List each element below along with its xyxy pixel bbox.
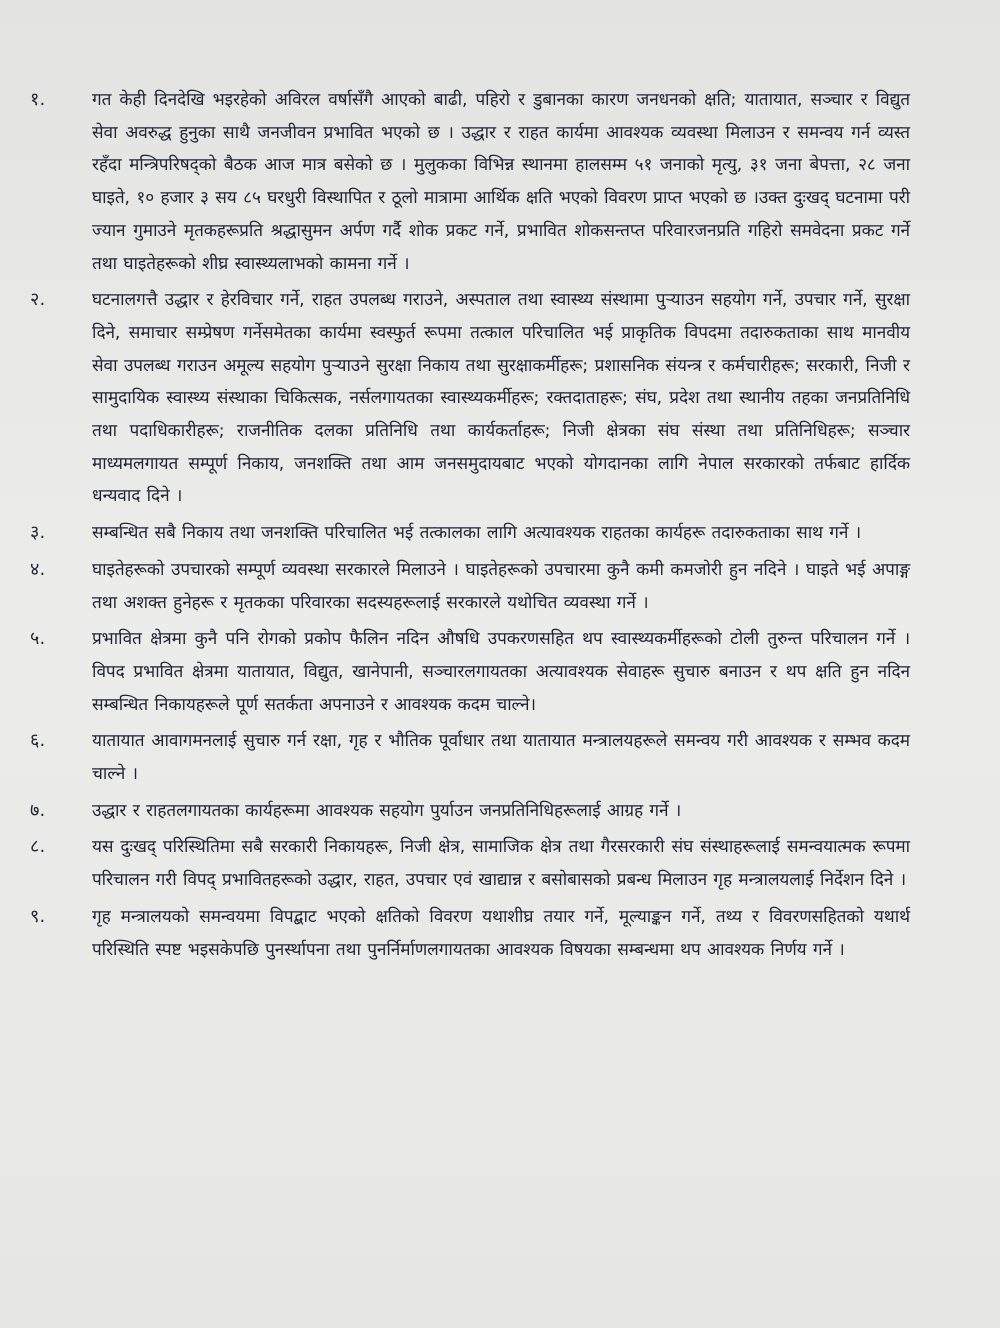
list-item <box>30 725 910 790</box>
item-text: यातायात आवागमनलाई सुचारु गर्न रक्षा, गृह र भौतिक पूर्वाधार तथा यातायात मन्त्रालयहरूले समन्वय गरी आवश्यक र सम्भव कदम चाल्ने । <box>92 731 910 785</box>
item-text: गत केही दिनदेखि भइरहेको अविरल वर्षासँगै आएको बाढी, पहिरो र डुबानका कारण जनधनको क्षति; यातायात, सञ्चार र विद्युत सेवा अवरुद्ध हुनुका साथै जनजीवन प्रभावित भएको छ । उद्धार र राहत कार्यमा आवश्यक व्यवस्था मिलाउन र समन्वय गर्न व्यस्त रहँदा मन्त्रिपरिषद्को बैठक आज मात्र बसेको छ । मुलुकका विभिन्न स्थानमा हालसम्म ५१ जनाको मृत्यु, ३१ जना बेपत्ता, २८ जना घाइते, १० हजार ३ सय ८५ घरधुरी विस्थापित र ठूलो मात्रामा आर्थिक क्षति भएको विवरण प्राप्त भएको छ ।उक्त दुःखद् घटनामा परी ज्यान गुमाउने मृतकहरूप्रति श्रद्धासुमन अर्पण गर्दै शोक प्रकट गर्ने, प्रभावित शोकसन्तप्त परिवारजनप्रति गहिरो समवेदना प्रकट गर्ने तथा घाइतेहरूको शीघ्र स्वास्थ्यलाभको कामना गर्ने । <box>92 90 910 274</box>
list-item <box>30 284 910 513</box>
item-text: घाइतेहरूको उपचारको सम्पूर्ण व्यवस्था सरकारले मिलाउने । घाइतेहरूको उपचारमा कुनै कमी कमजोरी हुन नदिने । घाइते भई अपाङ्ग तथा अशक्त हुनेहरू र मृतकका परिवारका सदस्यहरूलाई सरकारले यथोचित व्यवस्था गर्ने । <box>92 559 910 613</box>
item-number: ५. <box>30 628 46 650</box>
item-number: ३. <box>30 522 46 544</box>
item-text: यस दुःखद् परिस्थितिमा सबै सरकारी निकायहरू, निजी क्षेत्र, सामाजिक क्षेत्र तथा गैरसरकारी संघ संस्थाहरूलाई समन्वयात्मक रूपमा परिचालन गरी विपद् प्रभावितहरूको उद्धार, राहत, उपचार एवं खाद्यान्न र बसोबासको प्रबन्ध मिलाउन गृह मन्त्रालयलाई निर्देशन दिने । <box>92 837 910 891</box>
list-item <box>30 623 910 721</box>
item-number: १. <box>30 89 46 110</box>
item-text: गृह मन्त्रालयको समन्वयमा विपद्बाट भएको क्षतिको विवरण यथाशीघ्र तयार गर्ने, मूल्याङ्कन गर्ने, तथ्य र विवरणसहितको यथार्थ परिस्थिति स्पष्ट भइसकेपछि पुनर्स्थापना तथा पुनर्निर्माणलगायतका आवश्यक विषयका सम्बन्धमा थप आवश्यक निर्णय गर्ने । <box>92 906 910 960</box>
item-text: उद्धार र राहतलगायतका कार्यहरूमा आवश्यक सहयोग पुर्याउन जनप्रतिनिधिहरूलाई आग्रह गर्ने । <box>92 800 682 821</box>
item-number: ६. <box>30 730 46 752</box>
list-item <box>30 554 910 619</box>
decision-list <box>30 84 910 966</box>
item-number: ८. <box>30 836 46 858</box>
list-item <box>30 517 910 550</box>
item-number: ४. <box>30 558 46 580</box>
item-text: घटनालगत्तै उद्धार र हेरविचार गर्ने, राहत उपलब्ध गराउने, अस्पताल तथा स्वास्थ्य संस्थामा पुऱ्याउन सहयोग गर्ने, उपचार गर्ने, सुरक्षा दिने, समाचार सम्प्रेषण गर्नेसमेतका कार्यमा स्वस्फुर्त रूपमा तत्काल परिचालित भई प्राकृतिक विपदमा तदारुकताका साथ मानवीय सेवा उपलब्ध गराउन अमूल्य सहयोग पुऱ्याउने सुरक्षा निकाय तथा सुरक्षाकर्मीहरू; प्रशासनिक संयन्त्र र कर्मचारीहरू; सरकारी, निजी र सामुदायिक स्वास्थ्य संस्थाका चिकित्सक, नर्सलगायतका स्वास्थ्यकर्मीहरू; रक्तदाताहरू; संघ, प्रदेश तथा स्थानीय तहका जनप्रतिनिधि तथा पदाधिकारीहरू; राजनीतिक दलका प्रतिनिधि तथा कार्यकर्ताहरू; निजी क्षेत्रका संघ संस्था तथा प्रतिनिधिहरू; सञ्चार माध्यमलगायत सम्पूर्ण निकाय, जनशक्ति तथा आम जनसमुदायबाट भएको योगदानका लागि नेपाल सरकारको तर्फबाट हार्दिक धन्यवाद दिने । <box>92 290 910 507</box>
item-number: ७. <box>30 799 46 821</box>
list-item <box>30 901 910 966</box>
list-item <box>30 831 910 896</box>
list-item <box>30 84 910 280</box>
item-number: ९. <box>30 905 46 927</box>
item-number: २. <box>30 289 46 311</box>
item-text: प्रभावित क्षेत्रमा कुनै पनि रोगको प्रकोप फैलिन नदिन औषधि उपकरणसहित थप स्वास्थ्यकर्मीहरूको टोली तुरुन्त परिचालन गर्ने । विपद प्रभावित क्षेत्रमा यातायात, विद्युत, खानेपानी, सञ्चारलगायतका अत्यावश्यक सेवाहरू सुचारु बनाउन र थप क्षति हुन नदिन सम्बन्धित निकायहरूले पूर्ण सतर्कता अपनाउने र आवश्यक कदम चाल्ने। <box>92 629 910 715</box>
list-item <box>30 795 910 828</box>
item-text: सम्बन्धित सबै निकाय तथा जनशक्ति परिचालित भई तत्कालका लागि अत्यावश्यक राहतका कार्यहरू तदारुकताका साथ गर्ने । <box>92 523 862 544</box>
